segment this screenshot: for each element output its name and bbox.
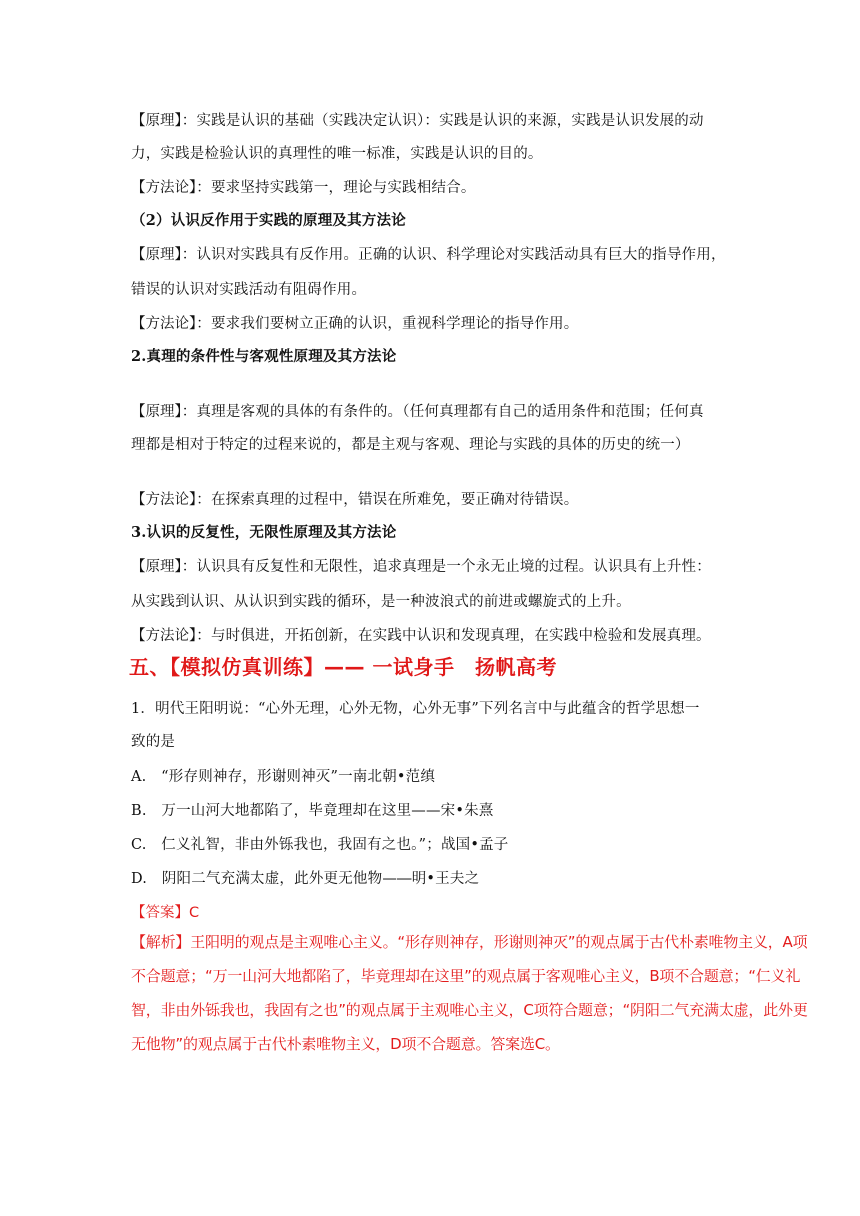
analysis-line: 【解析】王阳明的观点是主观唯心主义。“形存则神存，形谢则神灭”的观点属于古代朴素唯物主义，A项 bbox=[131, 933, 808, 951]
subheading-cognition-repetition: 3.认识的反复性，无限性原理及其方法论 bbox=[131, 524, 397, 541]
subheading-cognition-reaction: （2）认识反作用于实践的原理及其方法论 bbox=[131, 212, 406, 229]
option-b: B. 万一山河大地都陷了，毕竟理却在这里——宋•朱熹 bbox=[131, 803, 494, 819]
method-line-correct-cognition: 【方法论】：要求我们要树立正确的认识，重视科学理论的指导作用。 bbox=[131, 316, 579, 332]
answer-label: 【答案】C bbox=[131, 905, 200, 921]
question-stem: 1．明代王阳明说：“心外无理，心外无物，心外无事”下列名言中与此蕴含的哲学思想一 bbox=[131, 701, 700, 717]
principle-line-repetition: 【原理】：认识具有反复性和无限性，追求真理是一个永无止境的过程。认识具有上升性： bbox=[131, 559, 711, 575]
principle-line-practice-basis-cont: 力，实践是检验认识的真理性的唯一标准，实践是认识的目的。 bbox=[131, 146, 543, 162]
principle-line-truth: 【原理】：真理是客观的具体的有条件的。（任何真理都有自己的适用条件和范围；任何真 bbox=[131, 404, 704, 420]
option-d: D. 阴阳二气充满太虚，此外更无他物—―明•王夫之 bbox=[131, 871, 480, 887]
option-c: C. 仁义礼智，非由外铄我也，我固有之也。”；战国•孟子 bbox=[131, 837, 509, 853]
principle-line-practice-basis: 【原理】：实践是认识的基础（实践决定认识）：实践是认识的来源，实践是认识发展的动 bbox=[131, 113, 704, 129]
principle-line-repetition-cont: 从实践到认识、从认识到实践的循环，是一种波浪式的前进或螺旋式的上升。 bbox=[131, 594, 631, 610]
principle-line-cognition-reaction: 【原理】：认识对实践具有反作用。正确的认识、科学理论对实践活动具有巨大的指导作用， bbox=[131, 247, 726, 263]
method-line-innovation: 【方法论】：与时俱进，开拓创新，在实践中认识和发现真理，在实践中检验和发展真理。 bbox=[131, 628, 711, 644]
analysis-line: 不合题意；“万一山河大地都陷了，毕竟理却在这里”的观点属于客观唯心主义，B项不合题意；“仁义礼 bbox=[131, 967, 801, 985]
subheading-truth-conditionality: 2.真理的条件性与客观性原理及其方法论 bbox=[131, 348, 397, 365]
principle-line-cognition-reaction-cont: 错误的认识对实践活动有阻碍作用。 bbox=[131, 282, 367, 298]
method-line-practice-first: 【方法论】：要求坚持实践第一，理论与实践相结合。 bbox=[131, 180, 476, 196]
principle-line-truth-cont: 理都是相对于特定的过程来说的，都是主观与客观、理论与实践的具体的历史的统一） bbox=[131, 437, 690, 453]
method-line-errors: 【方法论】：在探索真理的过程中，错误在所难免，要正确对待错误。 bbox=[131, 492, 579, 508]
analysis-line: 智，非由外铄我也，我固有之也”的观点属于主观唯心主义，C项符合题意；“阴阳二气充满太虚，此外更 bbox=[131, 1001, 808, 1019]
question-stem-cont: 致的是 bbox=[131, 734, 176, 750]
section-heading: 五、【模拟仿真训练】—— 一试身手 扬帆高考 bbox=[129, 655, 557, 679]
analysis-line: 无他物”的观点属于古代朴素唯物主义，D项不合题意。答案选C。 bbox=[131, 1035, 560, 1053]
option-a: A. “形存则神存，形谢则神灭”一南北朝•范缜 bbox=[131, 769, 436, 785]
